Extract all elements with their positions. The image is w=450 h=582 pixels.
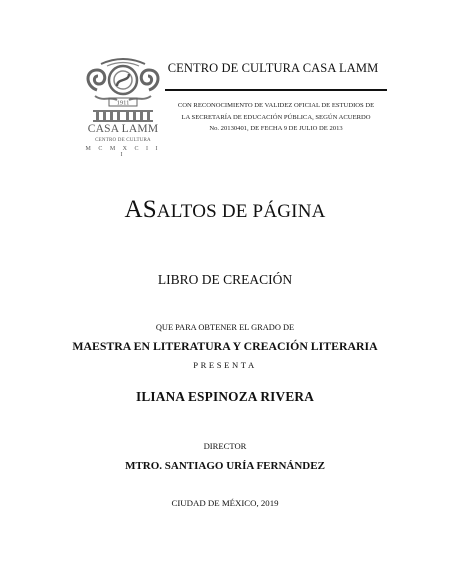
degree-name: MAESTRA EN LITERATURA Y CREACIÓN LITERARIA — [72, 339, 378, 353]
accreditation-line-1: CON RECONOCIMIENTO DE VALIDEZ OFICIAL DE ESTUDIOS DE — [177, 102, 375, 109]
work-title — [0, 196, 450, 224]
accreditation-line-3: No. 20130401, DE FECHA 9 DE JULIO DE 2013 — [209, 125, 343, 133]
casa-lamm-logo — [81, 56, 165, 164]
logo-roman-year: M C M X C I I I — [85, 146, 161, 158]
presents-label: PRESENTA — [193, 360, 257, 370]
work-title-rest: ALTOS DE PÁGINA — [156, 201, 326, 222]
place-date: CIUDAD DE MÉXICO, 2019 — [171, 498, 279, 508]
accreditation-line-2: LA SECRETARÍA DE EDUCACIÓN PÚBLICA, SEGÚN ACUERDO — [181, 113, 371, 121]
logo-emblem-icon — [81, 56, 165, 122]
author-name: ILIANA ESPINOZA RIVERA — [135, 389, 315, 404]
director-name: MTRO. SANTIAGO URÍA FERNÁNDEZ — [125, 460, 325, 472]
logo-subtitle: CENTRO DE CULTURA — [95, 138, 151, 143]
director-label: DIRECTOR — [203, 441, 247, 451]
work-type: LIBRO DE CREACIÓN — [157, 272, 293, 287]
degree-intro: QUE PARA OBTENER EL GRADO DE — [155, 323, 295, 332]
logo-year: 1911 — [116, 99, 130, 107]
header-divider — [165, 89, 387, 91]
accreditation-text — [160, 100, 392, 135]
institution-name: CENTRO DE CULTURA CASA LAMM — [167, 61, 379, 75]
work-title-initials: AS — [124, 196, 157, 223]
logo-name: CASA LAMM — [87, 123, 159, 135]
